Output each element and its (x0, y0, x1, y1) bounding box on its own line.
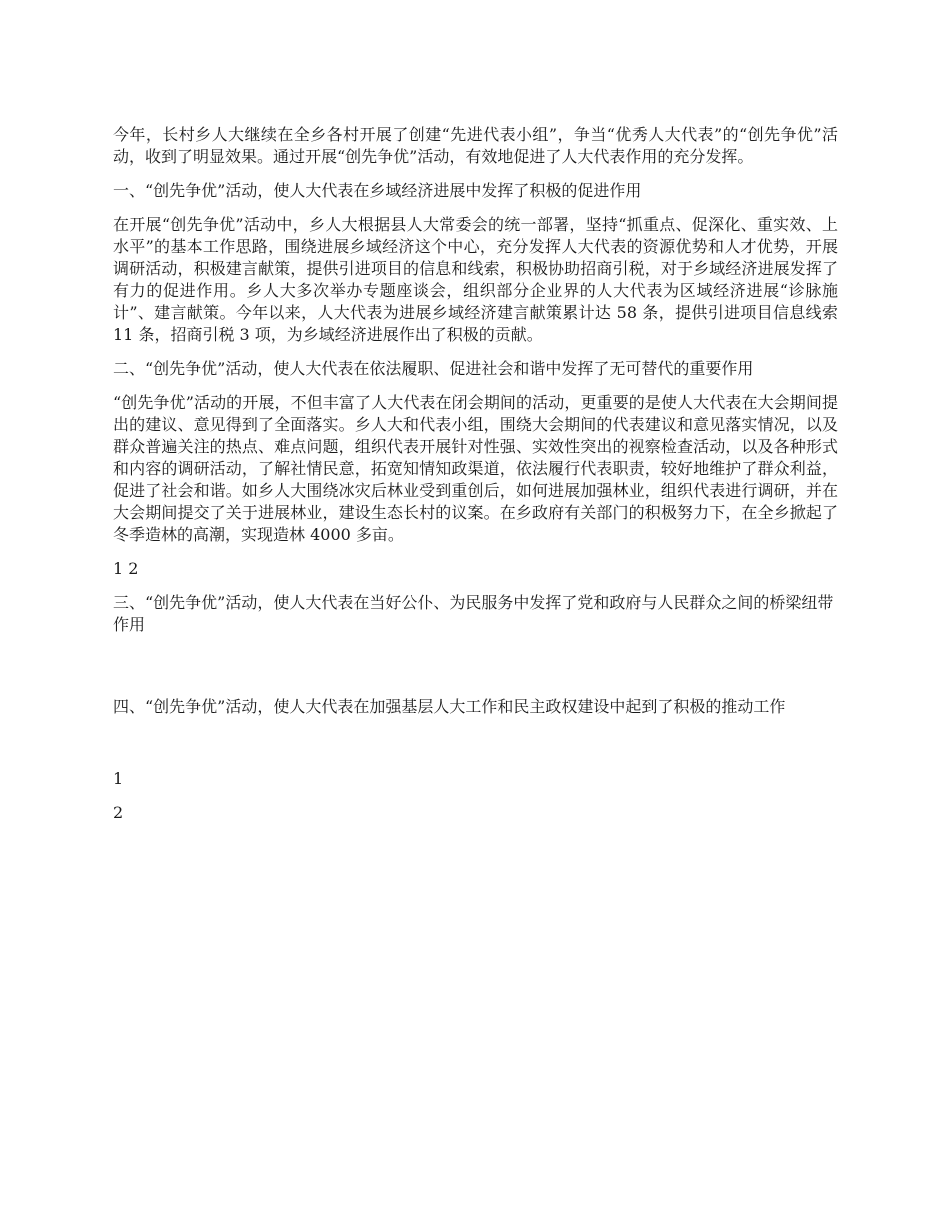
section-2-body: “创先争优”活动的开展，不但丰富了人大代表在闭会期间的活动，更重要的是使人大代表在大会期间提出的建议、意见得到了全面落实。乡人大和代表小组，围绕大会期间的代表建议和意见落实情况，以及群众普遍关注的热点、难点问题，组织代表开展针对性强、实效性突出的视察检查活动，以及各种形式和内容的调研活动，了解社情民意，拓宽知情知政渠道，依法履行代表职责，较好地维护了群众利益，促进了社会和谐。如乡人大围绕冰灾后林业受到重创后，如何进展加强林业，组织代表进行调研，并在大会期间提交了关于进展林业，建设生态长村的议案。在乡政府有关部门的积极努力下，在全乡掀起了冬季造林的高潮，实现造林 4000 多亩。 (113, 393, 838, 544)
section-1-body: 在开展“创先争优”活动中，乡人大根据县人大常委会的统一部署，坚持“抓重点、促深化、重实效、上水平”的基本工作思路，围绕进展乡域经济这个中心，充分发挥人大代表的资源优势和人才优势，开展调研活动，积极建言献策，提供引进项目的信息和线索，积极协助招商引税，对于乡域经济进展发挥了有力的促进作用。乡人大多次举办专题座谈会，组织部分企业界的人大代表为区域经济进展“诊脉施计”、建言献策。今年以来，人大代表为进展乡域经济建言献策累计达 58 条，提供引进项目信息线索 11 条，招商引税 3 项，为乡域经济进展作出了积极的贡献。 (113, 215, 838, 344)
section-2-heading: 二、“创先争优”活动，使人大代表在依法履职、促进社会和谐中发挥了无可替代的重要作用 (113, 359, 754, 378)
section-1-heading: 一、“创先争优”活动，使人大代表在乡域经济进展中发挥了积极的促进作用 (113, 181, 642, 200)
section-4-heading: 四、“创先争优”活动，使人大代表在加强基层人大工作和民主政权建设中起到了积极的推动工作 (113, 697, 786, 716)
page-number-1: 1 (113, 769, 124, 788)
page-number-2: 2 (113, 803, 124, 822)
document-page (113, 124, 838, 836)
inline-page-marker: 1 2 (113, 559, 139, 578)
intro-paragraph: 今年，长村乡人大继续在全乡各村开展了创建“先进代表小组”，争当“优秀人大代表”的“创先争优”活动，收到了明显效果。通过开展“创先争优”活动，有效地促进了人大代表作用的充分发挥。 (113, 125, 838, 166)
section-3-heading: 三、“创先争优”活动，使人大代表在当好公仆、为民服务中发挥了党和政府与人民群众之间的桥梁纽带作用 (113, 593, 834, 634)
